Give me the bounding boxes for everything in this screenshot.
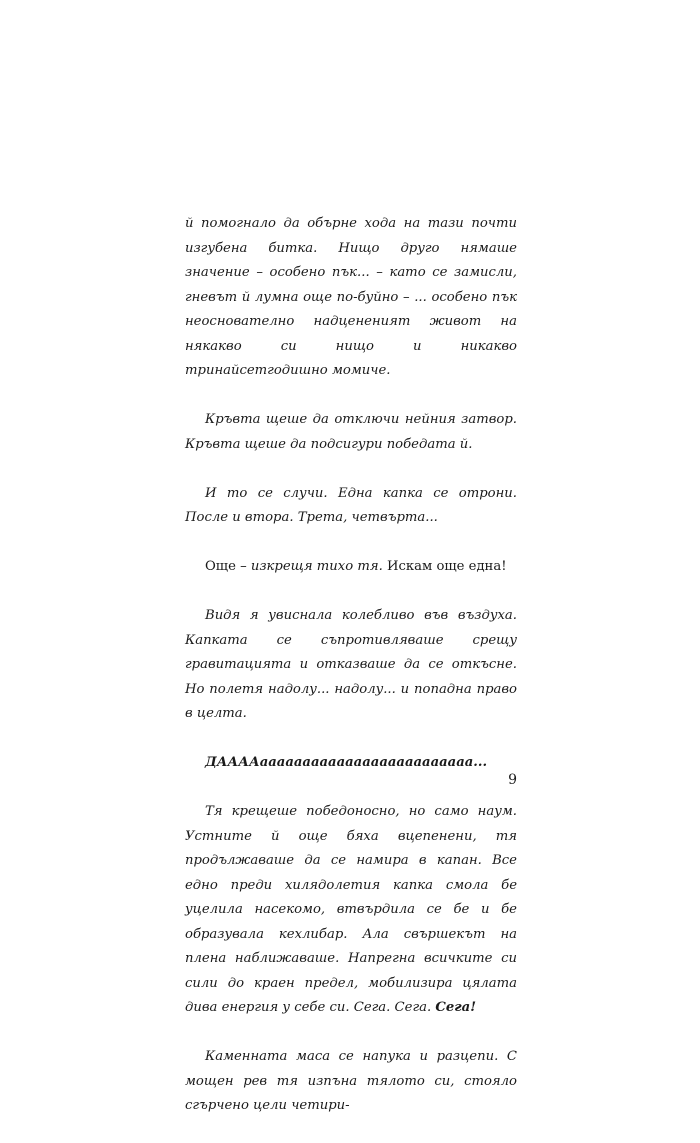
paragraph-4 bbox=[185, 555, 517, 580]
paragraph-1: й помогнало да обърне хода на тази почти изгубена битка. Нищо друго нямаше значение – особено пък... – като се замисли, гневът й лумна още по-буйно – ... особено пък неоснователно надцененият живот на някакво си нищо и никакво тринайсетгодишно момиче. bbox=[185, 216, 517, 378]
paragraph-6-shout: ДААААааааааааааааааааааааааааа... bbox=[205, 755, 488, 770]
paragraph-7-emphasis: Сега! bbox=[435, 1000, 476, 1015]
paragraph-2: Кръвта щеше да отключи нейния затвор. Кръвта щеше да подсигури победата й. bbox=[185, 412, 517, 452]
dialogue-end: Искам още една! bbox=[387, 559, 507, 574]
paragraph-5: Видя я увиснала колебливо във въздуха. Капката се съпротивляваше срещу гравитацията и отказваше да се откъсне. Но полетя надолу... надолу... и попадна право в целта. bbox=[185, 608, 517, 721]
paragraph-7-main: Тя крещеше победоносно, но само наум. Устните й още бяха вцепенени, тя продължаваше да се намира в капан. Все едно преди хилядолетия капка смола бе уцелила насекомо, втвърдила се бе и бе образувала кехлибар. Ала свършекът на плена наближаваше. Напрегна всичките си сили до краен предел, мобилизира цялата дива енергия у себе си. Сега. Сега. bbox=[185, 804, 517, 1015]
body-text bbox=[185, 212, 517, 1143]
dialogue-start: Още bbox=[205, 559, 236, 574]
dialogue-tag: – изкрещя тихо тя. bbox=[235, 559, 387, 574]
paragraph-3: И то се случи. Една капка се отрони. После и втора. Трета, четвърта... bbox=[185, 485, 517, 525]
paragraph-8: Каменната маса се напука и разцепи. С мощен рев тя изпъна тялото си, стояло сгърчено цели четири- bbox=[185, 1049, 517, 1113]
page-number: 9 bbox=[508, 772, 517, 788]
paragraph-7 bbox=[185, 800, 517, 1021]
